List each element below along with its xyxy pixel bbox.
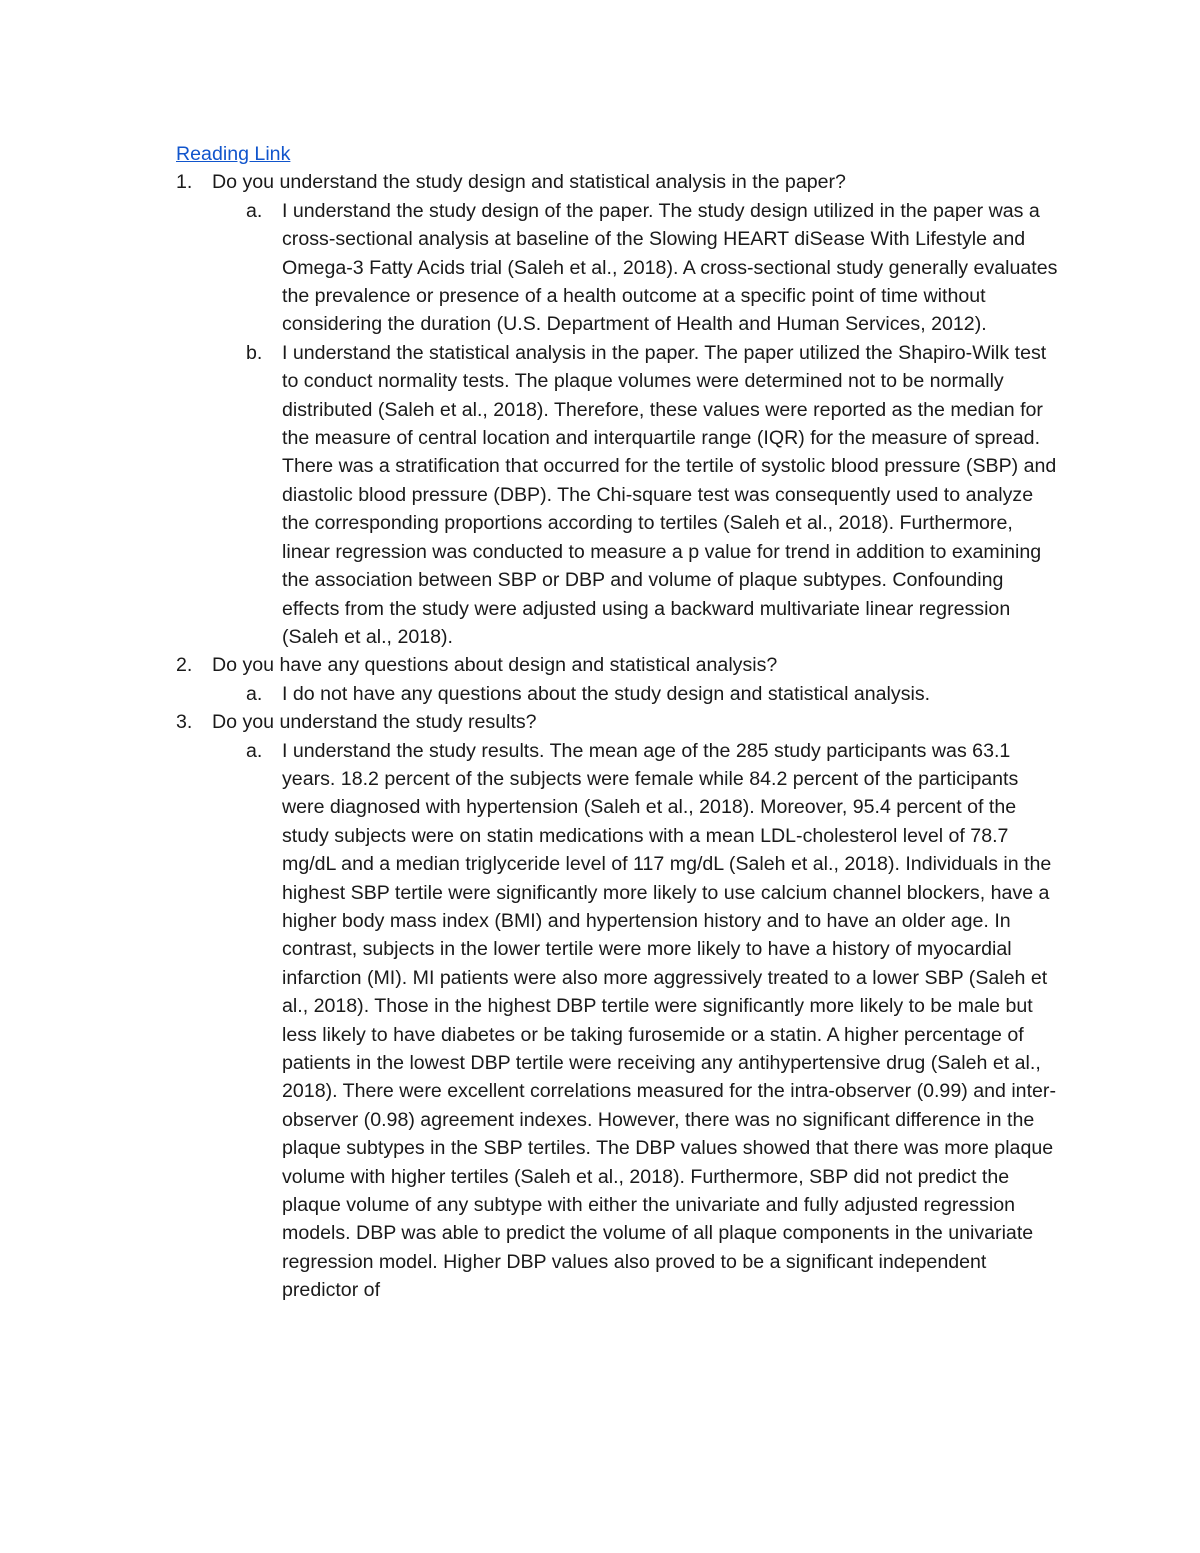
- answer-list: [176, 197, 1066, 652]
- answer-list: [176, 680, 1066, 708]
- answer-list: [176, 737, 1066, 1305]
- question-number: 1.: [176, 171, 193, 194]
- answer-item: [246, 737, 1062, 1305]
- question-item: [176, 708, 1066, 736]
- answer-letter: a.: [246, 739, 263, 762]
- answer-text: I understand the study results. The mean age of the 285 study participants was 63.1 years. 18.2 percent of the subjects were female while 84.2 percent of the participants were diagnosed with hypertension (Saleh et al., 2018). Moreover, 95.4 percent of the study subjects were on statin medications with a mean LDL-cholesterol level of 78.7 mg/dL and a median triglyceride level of 117 mg/dL (Saleh et al., 2018). Individuals in the highest SBP tertile were significantly more likely to use calcium channel blockers, have a higher body mass index (BMI) and hypertension history and to have an older age. In contrast, subjects in the lower tertile were more likely to have a history of myocardial infarction (MI). MI patients were also more aggressively treated to a lower SBP (Saleh et al., 2018). Those in the highest DBP tertile were significantly more likely to be male but less likely to have diabetes or be taking furosemide or a statin. A higher percentage of patients in the lowest DBP tertile were receiving any antihypertensive drug (Saleh et al., 2018). There were excellent correlations measured for the intra-observer (0.99) and inter-observer (0.98) agreement indexes. However, there was no significant difference in the plaque subtypes in the SBP tertiles. The DBP values showed that there was more plaque volume with higher tertiles (Saleh et al., 2018). Furthermore, SBP did not predict the plaque volume of any subtype with either the univariate and fully adjusted regression models. DBP was able to predict the volume of all plaque components in the univariate regression model. Higher DBP values also proved to be a significant independent predictor of: [282, 739, 1056, 1302]
- question-number: 2.: [176, 654, 193, 677]
- question-text: Do you understand the study results?: [212, 711, 537, 734]
- answer-letter: a.: [246, 682, 263, 705]
- answer-text: I understand the statistical analysis in the paper. The paper utilized the Shapiro-Wilk test to conduct normality tests. The plaque volumes were determined not to be normally distributed (Saleh et al., 2018). Therefore, these values were reported as the median for the measure of central location and interquartile range (IQR) for the measure of spread. There was a stratification that occurred for the tertile of systolic blood pressure (SBP) and diastolic blood pressure (DBP). The Chi-square test was consequently used to analyze the corresponding proportions according to tertiles (Saleh et al., 2018). Furthermore, linear regression was conducted to measure a p value for trend in addition to examining the association between SBP or DBP and volume of plaque subtypes. Confounding effects from the study were adjusted using a backward multivariate linear regression (Saleh et al., 2018).: [282, 341, 1057, 648]
- answer-group: [176, 737, 1066, 1305]
- question-text: Do you understand the study design and statistical analysis in the paper?: [212, 171, 846, 194]
- question-item: [176, 168, 1066, 196]
- answer-group: [176, 680, 1066, 708]
- answer-group: [176, 197, 1066, 652]
- answer-item: [246, 680, 1062, 708]
- answer-text: I understand the study design of the paper. The study design utilized in the paper was a cross-sectional analysis at baseline of the Slowing HEART diSease With Lifestyle and Omega-3 Fatty Acids trial (Saleh et al., 2018). A cross-sectional study generally evaluates the prevalence or presence of a health outcome at a specific point of time without considering the duration (U.S. Department of Health and Human Services, 2012).: [282, 199, 1058, 336]
- question-number: 3.: [176, 711, 193, 734]
- reading-link[interactable]: Reading Link: [176, 143, 291, 165]
- document-page: [176, 140, 1066, 1305]
- question-item: [176, 651, 1066, 679]
- question-text: Do you have any questions about design and statistical analysis?: [212, 654, 778, 677]
- answer-item: [246, 197, 1062, 339]
- question-list: [176, 168, 1066, 1304]
- answer-item: [246, 339, 1062, 651]
- answer-letter: a.: [246, 199, 263, 222]
- answer-letter: b.: [246, 341, 263, 364]
- answer-text: I do not have any questions about the study design and statistical analysis.: [282, 682, 931, 705]
